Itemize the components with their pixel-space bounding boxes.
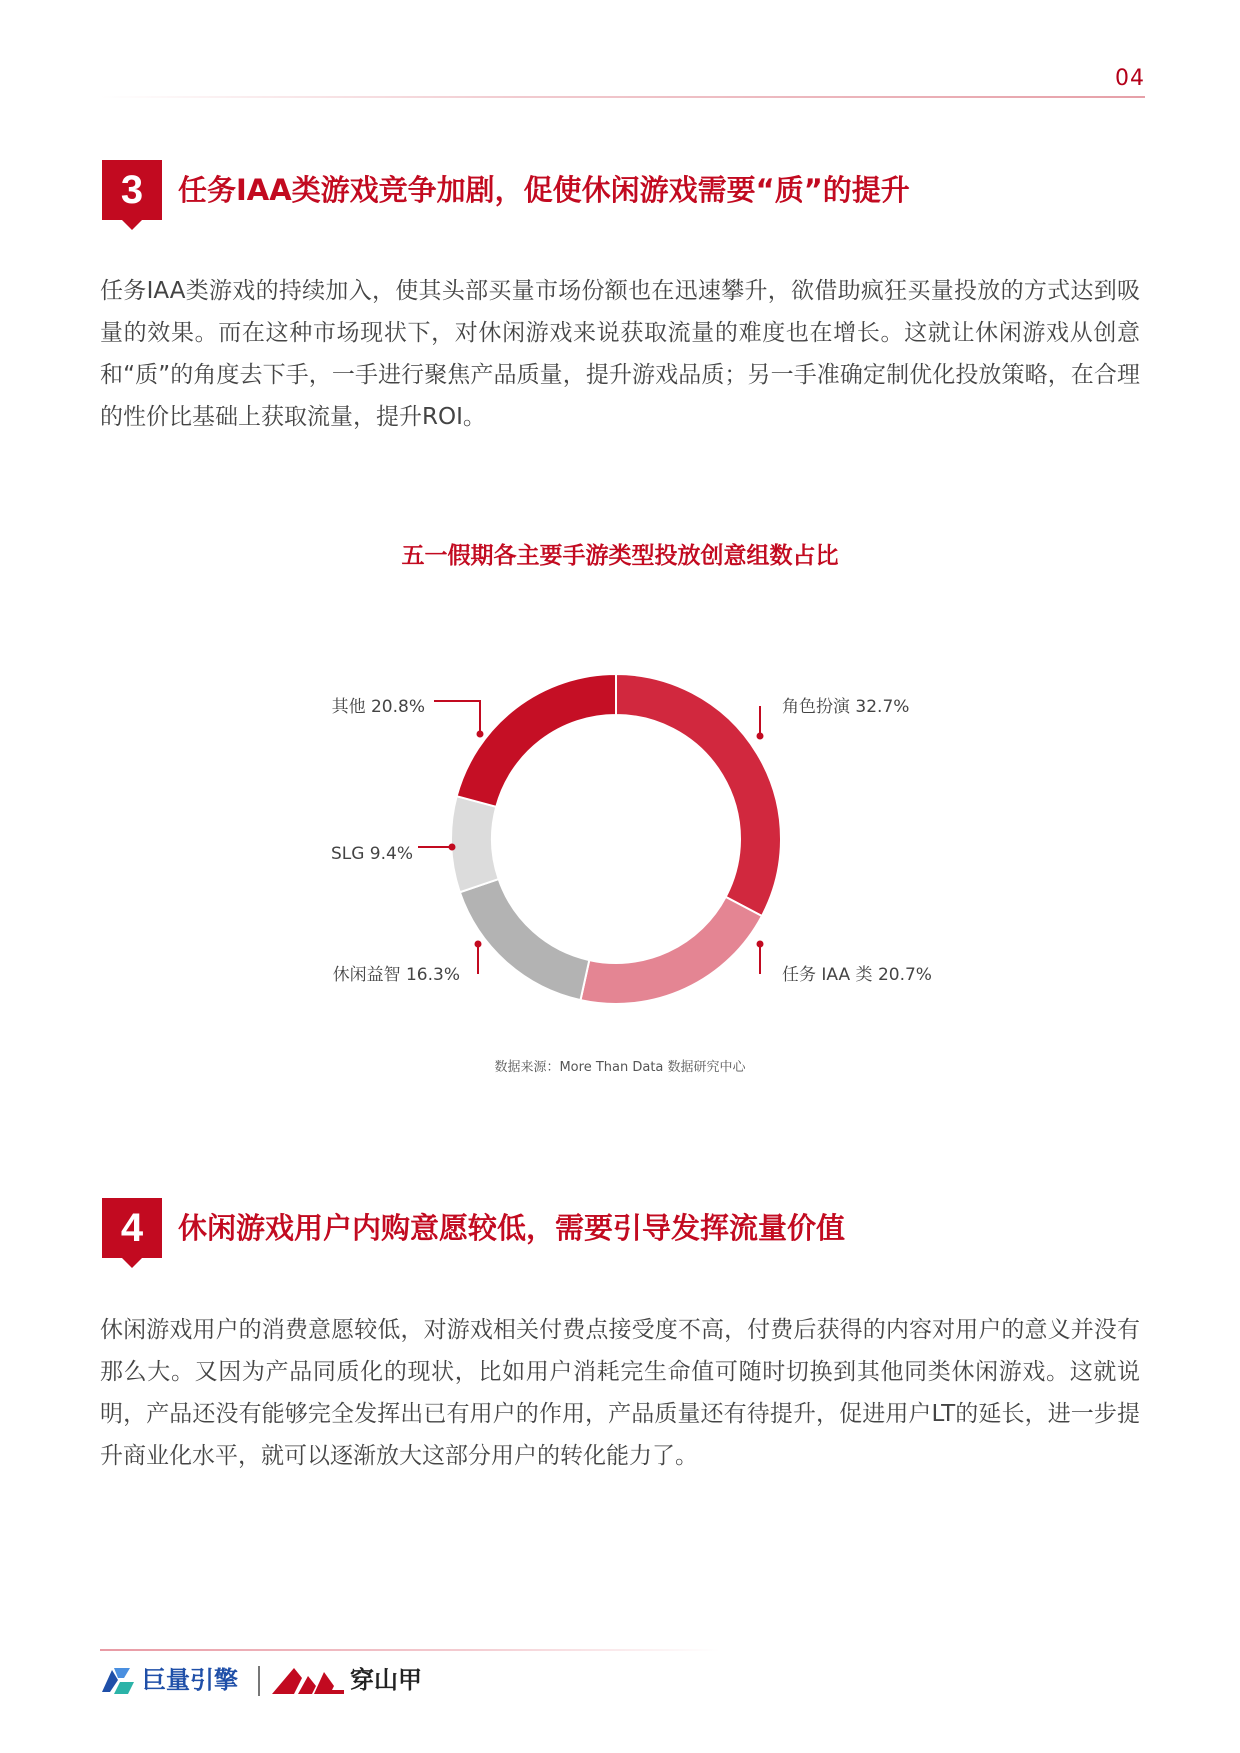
section-number-badge: 3 bbox=[102, 160, 162, 220]
callout-dot bbox=[757, 733, 764, 740]
donut-slice bbox=[451, 796, 499, 892]
callout-dot bbox=[449, 844, 456, 851]
callout-dot bbox=[757, 941, 764, 948]
logo-divider bbox=[258, 1666, 260, 1696]
section-number-badge: 4 bbox=[102, 1198, 162, 1258]
pangle-logo-text: 穿山甲 bbox=[350, 1666, 422, 1694]
callout-dot bbox=[475, 941, 482, 948]
slice-label: 休闲益智 16.3% bbox=[332, 965, 460, 985]
donut-slice bbox=[580, 897, 761, 1004]
pangle-logo-icon bbox=[272, 1664, 344, 1696]
section-4-paragraph: 休闲游戏用户的消费意愿较低，对游戏相关付费点接受度不高，付费后获得的内容对用户的意义并没有那么大。又因为产品同质化的现状，比如用户消耗完生命值可随时切换到其他同类休闲游戏。这就说明，产品还没有能够完全发挥出已有用户的作用，产品质量还有待提升，促进用户LT的延长，进一步提升商业化水平，就可以逐渐放大这部分用户的转化能力了。 bbox=[100, 1317, 1140, 1469]
section-title: 休闲游戏用户内购意愿较低，需要引导发挥流量价值 bbox=[178, 1211, 846, 1245]
page-number: 04 bbox=[1115, 66, 1145, 91]
slice-label: 任务 IAA 类 20.7% bbox=[782, 965, 932, 985]
slice-label: SLG 9.4% bbox=[330, 844, 413, 864]
donut-slice bbox=[457, 674, 616, 807]
callout-dot bbox=[477, 731, 484, 738]
chart-source: 数据来源：More Than Data 数据研究中心 bbox=[494, 1060, 746, 1075]
section-3-paragraph: 任务IAA类游戏的持续加入，使其头部买量市场份额也在迅速攀升，欲借助疯狂买量投放的方式达到吸量的效果。而在这种市场现状下，对休闲游戏来说获取流量的难度也在增长。这就让休闲游戏从创意和“质”的角度去下手，一手进行聚焦产品质量，提升游戏品质；另一手准确定制优化投放策略，在合理的性价比基础上获取流量，提升ROI。 bbox=[100, 278, 1140, 430]
ocean-engine-logo-text: 巨量引擎 bbox=[142, 1666, 238, 1694]
slice-label: 其他 20.8% bbox=[331, 697, 425, 717]
chart-title: 五一假期各主要手游类型投放创意组数占比 bbox=[401, 543, 839, 569]
donut-slice bbox=[616, 674, 781, 916]
ocean-engine-logo-icon bbox=[100, 1664, 136, 1696]
donut-slice bbox=[460, 879, 589, 1000]
section-title: 任务IAA类游戏竞争加剧，促使休闲游戏需要“质”的提升 bbox=[178, 173, 910, 207]
footer-divider bbox=[100, 1649, 720, 1651]
callout-line bbox=[434, 701, 480, 734]
slice-label: 角色扮演 32.7% bbox=[782, 697, 910, 717]
